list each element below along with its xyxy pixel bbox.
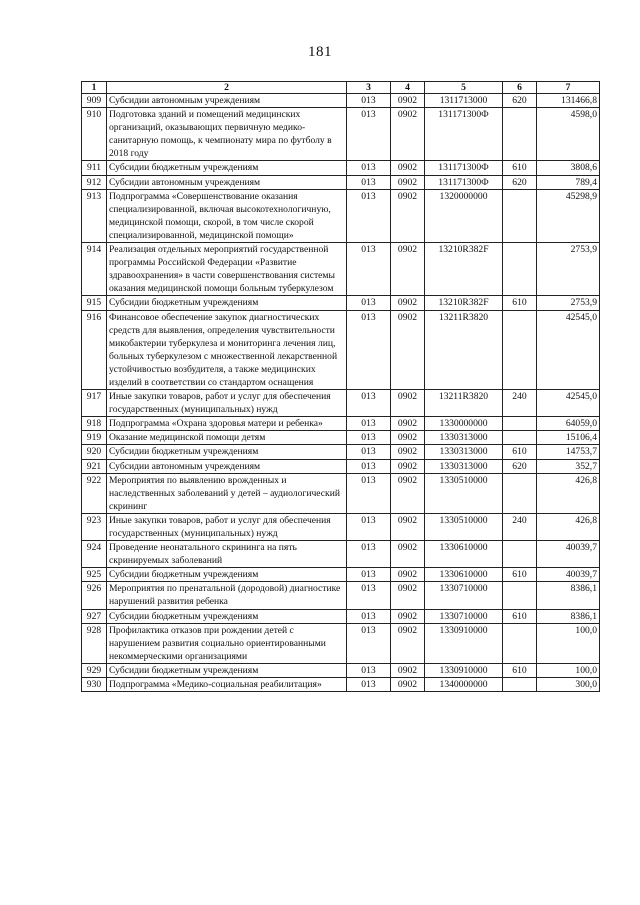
row-amount: 8386,1: [537, 582, 600, 609]
row-section-code: 0902: [391, 445, 425, 459]
row-expense-type: [503, 678, 537, 692]
row-number: 919: [82, 431, 107, 445]
row-target-code: 1330610000: [425, 568, 503, 582]
row-ministry-code: 013: [347, 189, 391, 242]
row-expense-type: 620: [503, 459, 537, 473]
row-target-code: 1340000000: [425, 678, 503, 692]
row-name: Субсидии бюджетным учреждениям: [107, 663, 347, 677]
row-expense-type: 610: [503, 296, 537, 310]
row-expense-type: [503, 541, 537, 568]
row-section-code: 0902: [391, 473, 425, 513]
row-section-code: 0902: [391, 108, 425, 161]
row-expense-type: [503, 417, 537, 431]
row-number: 927: [82, 609, 107, 623]
row-ministry-code: 013: [347, 94, 391, 108]
row-number: 921: [82, 459, 107, 473]
row-expense-type: 610: [503, 609, 537, 623]
row-expense-type: 610: [503, 568, 537, 582]
row-target-code: 13211R3820: [425, 390, 503, 417]
row-number: 909: [82, 94, 107, 108]
row-ministry-code: 013: [347, 568, 391, 582]
row-ministry-code: 013: [347, 310, 391, 390]
row-amount: 131466,8: [537, 94, 600, 108]
row-section-code: 0902: [391, 296, 425, 310]
row-target-code: 1330313000: [425, 445, 503, 459]
row-amount: 2753,9: [537, 296, 600, 310]
row-target-code: 1311713000: [425, 94, 503, 108]
row-name: Реализация отдельных мероприятий государственной программы Российской Федерации «Развитие здравоохранения» в части совершенствования системы оказания медицинской помощи больным туберкулезом: [107, 243, 347, 296]
row-number: 911: [82, 161, 107, 175]
row-section-code: 0902: [391, 417, 425, 431]
row-target-code: 1330313000: [425, 431, 503, 445]
row-amount: 64059,0: [537, 417, 600, 431]
row-amount: 426,8: [537, 513, 600, 540]
row-name: Финансовое обеспечение закупок диагностических средств для выявления, определения чувствительности микобактерии туберкулеза и мониторинга лечения лиц, больных туберкулезом с множественной лекарственной устойчивостью возбудителя, а также медицинских изделий в соответствии со стандартом оснащения: [107, 310, 347, 390]
row-name: Иные закупки товаров, работ и услуг для обеспечения государственных (муниципальных) нужд: [107, 390, 347, 417]
row-name: Мероприятия по выявлению врожденных и наследственных заболеваний у детей – аудиологический скрининг: [107, 473, 347, 513]
row-ministry-code: 013: [347, 663, 391, 677]
row-target-code: 1330000000: [425, 417, 503, 431]
row-target-code: 131171300Ф: [425, 108, 503, 161]
row-section-code: 0902: [391, 310, 425, 390]
row-section-code: 0902: [391, 568, 425, 582]
row-number: 924: [82, 541, 107, 568]
row-name: Субсидии бюджетным учреждениям: [107, 609, 347, 623]
row-expense-type: 240: [503, 513, 537, 540]
row-section-code: 0902: [391, 189, 425, 242]
row-target-code: 13211R3820: [425, 310, 503, 390]
row-target-code: 1330910000: [425, 623, 503, 663]
header-col-5: 5: [425, 82, 503, 94]
table-row: [82, 513, 600, 540]
header-col-6: 6: [503, 82, 537, 94]
table-row: [82, 243, 600, 296]
row-amount: 42545,0: [537, 310, 600, 390]
row-name: Подпрограмма «Медико-социальная реабилитация»: [107, 678, 347, 692]
row-number: 920: [82, 445, 107, 459]
row-target-code: 131171300Ф: [425, 161, 503, 175]
table-row: [82, 582, 600, 609]
row-ministry-code: 013: [347, 161, 391, 175]
table-row: [82, 459, 600, 473]
table-row: [82, 568, 600, 582]
row-ministry-code: 013: [347, 175, 391, 189]
table-row: [82, 108, 600, 161]
table-row: [82, 94, 600, 108]
row-name: Проведение неонатального скрининга на пять скринируемых заболеваний: [107, 541, 347, 568]
row-amount: 426,8: [537, 473, 600, 513]
row-expense-type: [503, 310, 537, 390]
row-ministry-code: 013: [347, 243, 391, 296]
row-amount: 42545,0: [537, 390, 600, 417]
row-expense-type: 620: [503, 175, 537, 189]
row-name: Иные закупки товаров, работ и услуг для обеспечения государственных (муниципальных) нужд: [107, 513, 347, 540]
page-number: 181: [308, 44, 332, 60]
row-target-code: 1330710000: [425, 582, 503, 609]
table-row: [82, 473, 600, 513]
table-row: [82, 310, 600, 390]
row-target-code: 13210R382F: [425, 296, 503, 310]
row-target-code: 1330710000: [425, 609, 503, 623]
row-target-code: 1330910000: [425, 663, 503, 677]
row-target-code: 1320000000: [425, 189, 503, 242]
row-expense-type: [503, 108, 537, 161]
row-expense-type: [503, 582, 537, 609]
row-number: 923: [82, 513, 107, 540]
row-name: Оказание медицинской помощи детям: [107, 431, 347, 445]
header-col-7: 7: [537, 82, 600, 94]
row-section-code: 0902: [391, 541, 425, 568]
row-name: Подпрограмма «Охрана здоровья матери и ребенка»: [107, 417, 347, 431]
row-expense-type: 610: [503, 161, 537, 175]
row-section-code: 0902: [391, 243, 425, 296]
row-amount: 100,0: [537, 623, 600, 663]
row-ministry-code: 013: [347, 678, 391, 692]
row-ministry-code: 013: [347, 609, 391, 623]
row-section-code: 0902: [391, 431, 425, 445]
row-amount: 8386,1: [537, 609, 600, 623]
row-expense-type: [503, 473, 537, 513]
table-row: [82, 663, 600, 677]
row-number: 914: [82, 243, 107, 296]
table-row: [82, 609, 600, 623]
row-section-code: 0902: [391, 623, 425, 663]
table-row: [82, 541, 600, 568]
row-number: 926: [82, 582, 107, 609]
row-ministry-code: 013: [347, 473, 391, 513]
row-target-code: 13210R382F: [425, 243, 503, 296]
header-col-3: 3: [347, 82, 391, 94]
row-amount: 352,7: [537, 459, 600, 473]
row-expense-type: 620: [503, 94, 537, 108]
row-target-code: 1330510000: [425, 513, 503, 540]
row-amount: 4598,0: [537, 108, 600, 161]
header-col-4: 4: [391, 82, 425, 94]
row-name: Субсидии бюджетным учреждениям: [107, 296, 347, 310]
row-number: 922: [82, 473, 107, 513]
header-col-1: 1: [82, 82, 107, 94]
row-ministry-code: 013: [347, 417, 391, 431]
row-section-code: 0902: [391, 582, 425, 609]
row-ministry-code: 013: [347, 623, 391, 663]
row-section-code: 0902: [391, 161, 425, 175]
row-ministry-code: 013: [347, 431, 391, 445]
row-ministry-code: 013: [347, 445, 391, 459]
row-amount: 300,0: [537, 678, 600, 692]
row-amount: 789,4: [537, 175, 600, 189]
header-col-2: 2: [107, 82, 347, 94]
row-amount: 3808,6: [537, 161, 600, 175]
table-header-row: [82, 82, 600, 94]
row-expense-type: [503, 431, 537, 445]
row-name: Подготовка зданий и помещений медицинских организаций, оказывающих первичную медико-санитарную помощь, к чемпионату мира по футболу в 2018 году: [107, 108, 347, 161]
row-expense-type: [503, 623, 537, 663]
table-row: [82, 189, 600, 242]
row-amount: 100,0: [537, 663, 600, 677]
row-name: Субсидии бюджетным учреждениям: [107, 445, 347, 459]
table-row: [82, 161, 600, 175]
row-name: Мероприятия по пренатальной (дородовой) диагностике нарушений развития ребенка: [107, 582, 347, 609]
table-row: [82, 678, 600, 692]
row-ministry-code: 013: [347, 108, 391, 161]
row-section-code: 0902: [391, 459, 425, 473]
row-number: 913: [82, 189, 107, 242]
row-section-code: 0902: [391, 513, 425, 540]
row-section-code: 0902: [391, 94, 425, 108]
row-ministry-code: 013: [347, 390, 391, 417]
row-name: Профилактика отказов при рождении детей с нарушением развития социально ориентированными некоммерческими организациями: [107, 623, 347, 663]
row-number: 928: [82, 623, 107, 663]
row-name: Субсидии автономным учреждениям: [107, 175, 347, 189]
row-amount: 2753,9: [537, 243, 600, 296]
row-name: Субсидии автономным учреждениям: [107, 94, 347, 108]
row-amount: 15106,4: [537, 431, 600, 445]
row-target-code: 131171300Ф: [425, 175, 503, 189]
row-name: Субсидии бюджетным учреждениям: [107, 161, 347, 175]
budget-table: [81, 81, 600, 692]
row-ministry-code: 013: [347, 459, 391, 473]
table-row: [82, 417, 600, 431]
table-row: [82, 445, 600, 459]
row-target-code: 1330313000: [425, 459, 503, 473]
row-name: Подпрограмма «Совершенствование оказания специализированной, включая высокотехнологичную, медицинской помощи, скорой, в том числе скорой специализированной, медицинской помощи»: [107, 189, 347, 242]
row-ministry-code: 013: [347, 582, 391, 609]
row-section-code: 0902: [391, 678, 425, 692]
row-expense-type: 240: [503, 390, 537, 417]
row-number: 929: [82, 663, 107, 677]
row-ministry-code: 013: [347, 513, 391, 540]
row-number: 925: [82, 568, 107, 582]
table-row: [82, 296, 600, 310]
table-row: [82, 175, 600, 189]
row-number: 918: [82, 417, 107, 431]
row-expense-type: 610: [503, 445, 537, 459]
row-target-code: 1330510000: [425, 473, 503, 513]
row-ministry-code: 013: [347, 541, 391, 568]
row-amount: 40039,7: [537, 568, 600, 582]
row-expense-type: [503, 189, 537, 242]
row-number: 917: [82, 390, 107, 417]
row-expense-type: 610: [503, 663, 537, 677]
row-amount: 40039,7: [537, 541, 600, 568]
row-number: 912: [82, 175, 107, 189]
row-number: 916: [82, 310, 107, 390]
row-section-code: 0902: [391, 175, 425, 189]
row-number: 910: [82, 108, 107, 161]
row-section-code: 0902: [391, 663, 425, 677]
row-ministry-code: 013: [347, 296, 391, 310]
row-name: Субсидии бюджетным учреждениям: [107, 568, 347, 582]
row-section-code: 0902: [391, 609, 425, 623]
table-row: [82, 623, 600, 663]
table-row: [82, 431, 600, 445]
row-name: Субсидии автономным учреждениям: [107, 459, 347, 473]
row-amount: 14753,7: [537, 445, 600, 459]
row-number: 915: [82, 296, 107, 310]
row-section-code: 0902: [391, 390, 425, 417]
row-number: 930: [82, 678, 107, 692]
table-row: [82, 390, 600, 417]
row-expense-type: [503, 243, 537, 296]
row-target-code: 1330610000: [425, 541, 503, 568]
row-amount: 45298,9: [537, 189, 600, 242]
